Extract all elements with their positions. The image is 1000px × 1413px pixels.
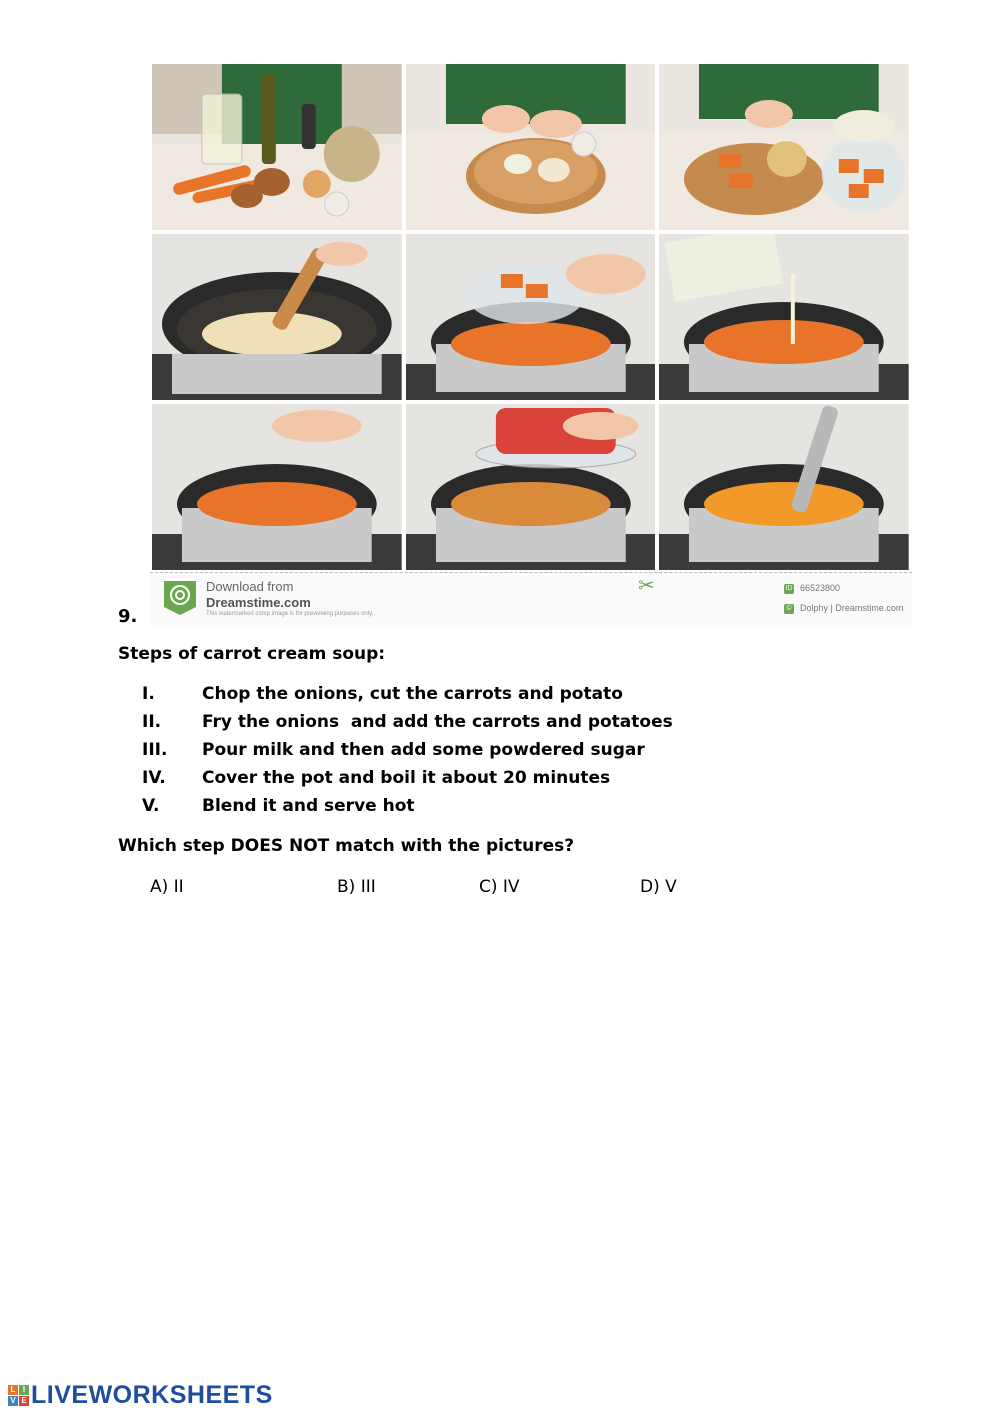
step-text: Cover the pot and boil it about 20 minutes: [202, 768, 611, 788]
watermark-strip: [150, 572, 912, 625]
photo-pouring-liquid: [659, 234, 909, 400]
photo-adding-vegetables: [406, 234, 656, 400]
watermark-download-label: Download from: [206, 579, 294, 594]
photo-seasoning: [152, 404, 402, 570]
step-item: [142, 684, 742, 712]
watermark-id-text: 66523800: [800, 583, 841, 593]
brand-wordmark: LIVEWORKSHEETS: [31, 1380, 273, 1409]
option-d[interactable]: D) V: [640, 877, 677, 897]
step-text: Pour milk and then add some powdered sugar: [202, 740, 645, 760]
photo-blending-soup: [659, 404, 909, 570]
logo-letter: I: [19, 1385, 29, 1395]
dreamstime-logo-icon: [162, 577, 198, 617]
step-item: [142, 796, 742, 824]
question-number: 9.: [118, 606, 138, 627]
photo-chopping-onion: [406, 64, 656, 230]
steps-list: [142, 684, 742, 824]
step-text: Chop the onions, cut the carrots and potato: [202, 684, 623, 704]
question-prompt: Which step DOES NOT match with the pictures?: [118, 836, 575, 856]
question-heading: Steps of carrot cream soup:: [118, 644, 386, 664]
option-c[interactable]: C) IV: [479, 877, 520, 897]
credit-icon: ©: [784, 604, 794, 614]
step-text: Blend it and serve hot: [202, 796, 415, 816]
logo-letter: L: [8, 1385, 18, 1395]
watermark-credit: [784, 603, 903, 614]
option-b[interactable]: B) III: [337, 877, 376, 897]
logo-letter: V: [8, 1396, 18, 1406]
liveworksheets-brand: [8, 1381, 273, 1409]
liveworksheets-logo-icon: [8, 1385, 29, 1406]
id-icon: ID: [785, 584, 793, 592]
photo-covering-pot: [406, 404, 656, 570]
step-number: IV.: [142, 768, 166, 788]
watermark-id: [784, 583, 840, 594]
step-number: V.: [142, 796, 160, 816]
step-item: [142, 740, 742, 768]
watermark-credit-text: Dolphy | Dreamstime.com: [800, 603, 904, 613]
step-number: III.: [142, 740, 168, 760]
recipe-photo-collage: [152, 64, 909, 570]
step-text: Fry the onions and add the carrots and potatoes: [202, 712, 673, 732]
step-item: [142, 712, 742, 740]
watermark-note: This watermarked comp image is for previewing purposes only.: [206, 611, 374, 617]
photo-cutting-carrots: [659, 64, 909, 230]
step-number: II.: [142, 712, 162, 732]
scissors-icon: ✂: [638, 573, 655, 597]
watermark-site: Dreamstime.com: [206, 595, 311, 610]
step-number: I.: [142, 684, 155, 704]
photo-frying-onions: [152, 234, 402, 400]
logo-letter: E: [19, 1396, 29, 1406]
photo-ingredients: [152, 64, 402, 230]
step-item: [142, 768, 742, 796]
option-a[interactable]: A) II: [150, 877, 184, 897]
